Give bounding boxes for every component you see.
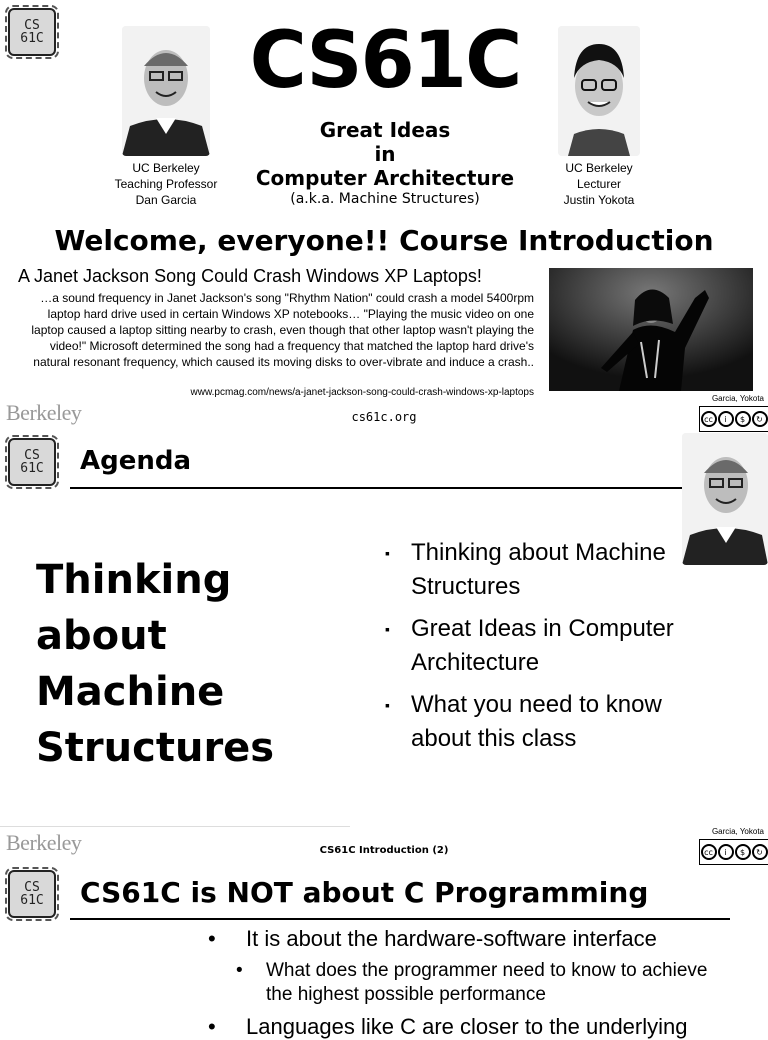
news-body: …a sound frequency in Janet Jackson's song "Rhythm Nation" could crash a model 5400rpm laptop hard drive used in certain Windows XP notebooks… "Playing the music video on one laptop caused a laptop sitting nearby to crash, even though that other laptop wasn't playing the video!" Microsoft determined the song had a frequency that matched the laptop hard drive's natural resonant frequency, which caused its moving disks to over-vibrate and induce a crash.. [31, 291, 534, 369]
agenda-rule [70, 487, 682, 489]
janet-jackson-photo [549, 268, 753, 391]
justin-yokota-photo [558, 26, 640, 156]
dan-garcia-photo [122, 26, 210, 156]
sa-icon: ↻ [752, 411, 768, 427]
news-url[interactable]: www.pcmag.com/news/a-janet-jackson-song-could-crash-windows-xp-laptops [190, 387, 534, 398]
cc-icon: cc [701, 844, 717, 860]
chip-label-2: CS 61C [20, 448, 44, 476]
welcome-heading: Welcome, everyone!! Course Introduction [54, 224, 714, 257]
right-caption-line3: Justin Yokota [563, 193, 635, 207]
big-line3: Machine [36, 669, 225, 715]
right-caption-line1: UC Berkeley [565, 161, 633, 175]
credit-1: Garcia, Yokota [711, 394, 764, 403]
berkeley-logo-2: Berkeley [6, 830, 82, 855]
big-line1: Thinking [36, 557, 232, 603]
footer-divider [0, 826, 350, 827]
cc-icon: cc [701, 411, 717, 427]
subtitle-block [230, 118, 540, 208]
chip-label-3: CS 61C [20, 880, 44, 908]
slide2-footer: CS61C Introduction (2) [319, 845, 449, 856]
left-caption-line2: Teaching Professor [114, 177, 218, 191]
cs61c-chip-logo-2 [8, 438, 56, 486]
cs61c-chip-logo [8, 8, 56, 56]
left-caption [108, 160, 224, 208]
left-caption-line3: Dan Garcia [135, 193, 197, 207]
right-caption [540, 160, 658, 208]
credit-2: Garcia, Yokota [711, 827, 764, 836]
agenda-bullets [385, 536, 705, 764]
subtitle-line3: Computer Architecture [255, 166, 515, 190]
nc-icon: $ [735, 844, 751, 860]
right-caption-line2: Lecturer [576, 177, 622, 191]
course-title: CS61C [249, 16, 521, 106]
agenda-bullet: ▪ What you need to know about this class [385, 688, 705, 756]
subtitle-line2: in [374, 142, 396, 166]
left-caption-line1: UC Berkeley [132, 161, 200, 175]
big-line4: Structures [36, 725, 275, 771]
slide3-title: CS61C is NOT about C Programming [80, 876, 649, 909]
bullet-dot: • [236, 960, 243, 981]
bullet-dot: • [208, 926, 216, 951]
subtitle-line1: Great Ideas [319, 118, 451, 142]
slide3-rule [70, 918, 730, 920]
agenda-big-heading [36, 552, 274, 776]
news-headline: A Janet Jackson Song Could Crash Windows XP Laptops! [18, 266, 482, 286]
sa-icon: ↻ [752, 844, 768, 860]
nc-icon: $ [735, 411, 751, 427]
chip-label: CS 61C [20, 18, 44, 46]
subtitle-aka: (a.k.a. Machine Structures) [290, 191, 480, 207]
agenda-title: Agenda [80, 446, 192, 476]
site-link[interactable]: cs61c.org [351, 410, 417, 424]
cc-license-badge-2 [699, 839, 768, 865]
bullet-dot: • [208, 1014, 216, 1039]
by-icon: i [718, 411, 734, 427]
agenda-bullet: ▪ Great Ideas in Computer Architecture [385, 612, 705, 680]
slide3-sub-bullet1: • What does the programmer need to know to achieve the highest possible performance [236, 960, 708, 1005]
big-line2: about [36, 613, 167, 659]
cs61c-chip-logo-3 [8, 870, 56, 918]
berkeley-logo-1: Berkeley [6, 400, 82, 425]
agenda-bullet: ▪ Thinking about Machine Structures [385, 536, 705, 604]
by-icon: i [718, 844, 734, 860]
cc-license-badge-1 [699, 406, 768, 432]
